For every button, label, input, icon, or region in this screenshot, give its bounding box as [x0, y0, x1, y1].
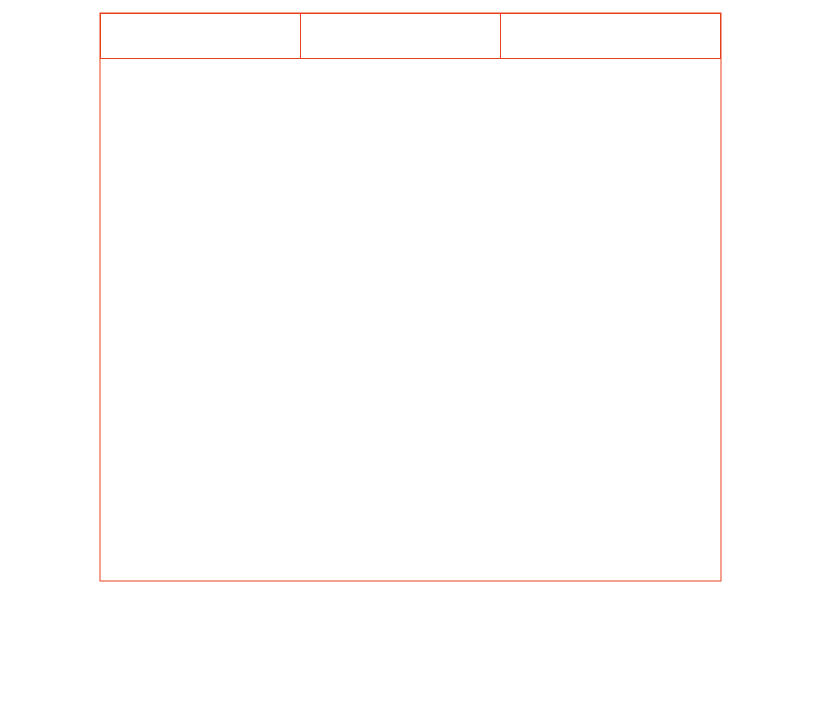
chart-frame — [100, 13, 721, 581]
